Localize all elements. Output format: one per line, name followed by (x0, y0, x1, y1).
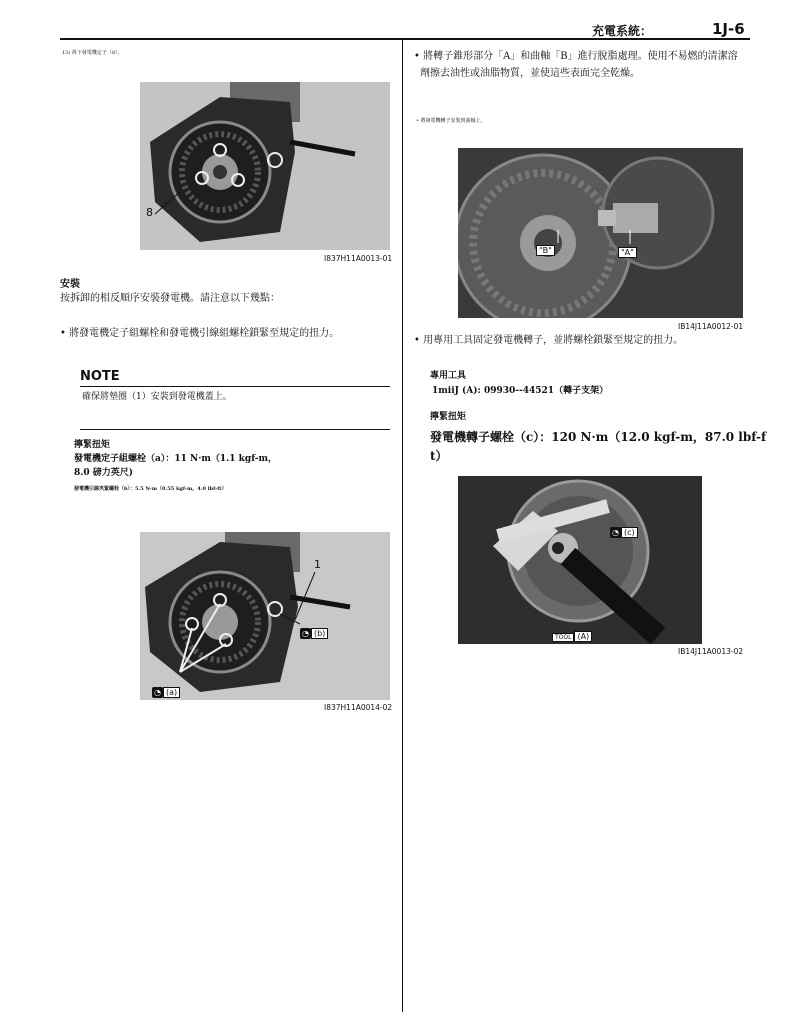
photo-caption-4: IB14J11A0013-02 (678, 647, 744, 656)
rotor-holder-illustration (458, 476, 702, 644)
special-tool-heading: 專用工具 (430, 371, 467, 381)
tool-icon: TOOL (552, 633, 574, 642)
photo-caption-3: IB14J11A0012-01 (678, 322, 744, 331)
install-text: 按拆卸的相反順序安裝發電機。請注意以下幾點： (60, 293, 280, 304)
right-bullet-2-text: 將發電機轉子安裝到曲軸上。 (420, 118, 486, 124)
torque-label-a (152, 680, 180, 699)
callout-1: 1 (314, 558, 321, 571)
note-rule-top (80, 386, 390, 387)
label-b: "B" (536, 245, 555, 256)
torque-label-b (300, 621, 328, 640)
right-torque-line-2: t） (430, 449, 448, 463)
note-rule-bottom (80, 429, 390, 430)
right-bullet-1-line-1: • 將轉子錐形部分「A」和曲軸「B」進行脫脂處理。使用不易燃的清潔溶 (414, 51, 738, 62)
right-torque-heading: 擰緊扭矩 (430, 412, 467, 422)
label-a: "A" (618, 247, 637, 258)
stator-install-illustration (140, 532, 390, 700)
left-bullet-1: • 將發電機定子組螺栓和發電機引線組螺栓鎖緊至規定的扭力。 (60, 328, 340, 339)
right-bullet-1-line-2: 劑擦去油性或油脂物質，並使這些表面完全乾燥。 (420, 68, 640, 79)
right-torque-line-1: 發電機轉子螺栓（c）：120 N·m（12.0 kgf-m，87.0 lbf-f (430, 430, 767, 444)
wrench-icon: ◔ (612, 528, 619, 537)
section-title: 充電系統： (592, 24, 653, 38)
header-rule (60, 38, 750, 40)
tool-label (552, 624, 592, 643)
torque-label-c-text: (c) (621, 527, 638, 538)
step-13-text: 13) 拆下發電機定子（8）。 (62, 50, 123, 56)
torque-label-c (610, 520, 638, 539)
left-torque-heading: 擰緊扭矩 (74, 440, 111, 450)
stator-photo (140, 82, 390, 250)
callout-8: 8 (146, 206, 153, 219)
photo-caption-2: I837H11A0014-02 (324, 703, 393, 712)
page-number: 1J-6 (712, 20, 745, 38)
rotor-photo (458, 148, 743, 318)
wrench-icon: ◔ (302, 629, 309, 638)
column-divider (402, 40, 403, 1012)
note-text: 確保將墊圈（1）安裝到發電機蓋上。 (82, 392, 232, 402)
stator-install-photo (140, 532, 390, 700)
torque-label-a-text: (a) (163, 687, 180, 698)
right-bullet-2: • 將發電機轉子安裝到曲軸上。 (416, 118, 486, 124)
left-torque-line-3: 發電機引線夾緊螺栓（b）：5.5 N·m（0.55 kgf-m，4.0 lbf-ft） (74, 486, 227, 492)
stator-illustration (140, 82, 390, 250)
special-tool-text: 1miiJ (A): 09930--44521（轉子支架） (432, 386, 609, 396)
rotor-illustration (458, 148, 743, 318)
photo-caption-1: I837H11A0013-01 (324, 254, 393, 263)
right-bullet-3: • 用專用工具固定發電機轉子，並將螺栓鎖緊至規定的扭力。 (414, 335, 684, 346)
left-torque-line-2: 8.0 磅力英尺) (74, 468, 134, 478)
install-heading: 安裝 (60, 279, 80, 290)
left-bullet-1-text: 將發電機定子組螺栓和發電機引線組螺栓鎖緊至規定的扭力。 (69, 328, 340, 339)
wrench-icon: ◔ (154, 688, 161, 697)
right-bullet-3-text: 用專用工具固定發電機轉子，並將螺栓鎖緊至規定的扭力。 (423, 335, 684, 346)
rotor-holder-photo (458, 476, 702, 644)
note-title: NOTE (80, 369, 120, 384)
tool-label-a: (A) (574, 631, 592, 642)
left-torque-line-1: 發電機定子組螺栓（a）：11 N·m（1.1 kgf-m， (74, 454, 278, 464)
right-bullet-1-text: 將轉子錐形部分「A」和曲軸「B」進行脫脂處理。使用不易燃的清潔溶 (423, 51, 738, 62)
torque-label-b-text: (b) (311, 628, 328, 639)
